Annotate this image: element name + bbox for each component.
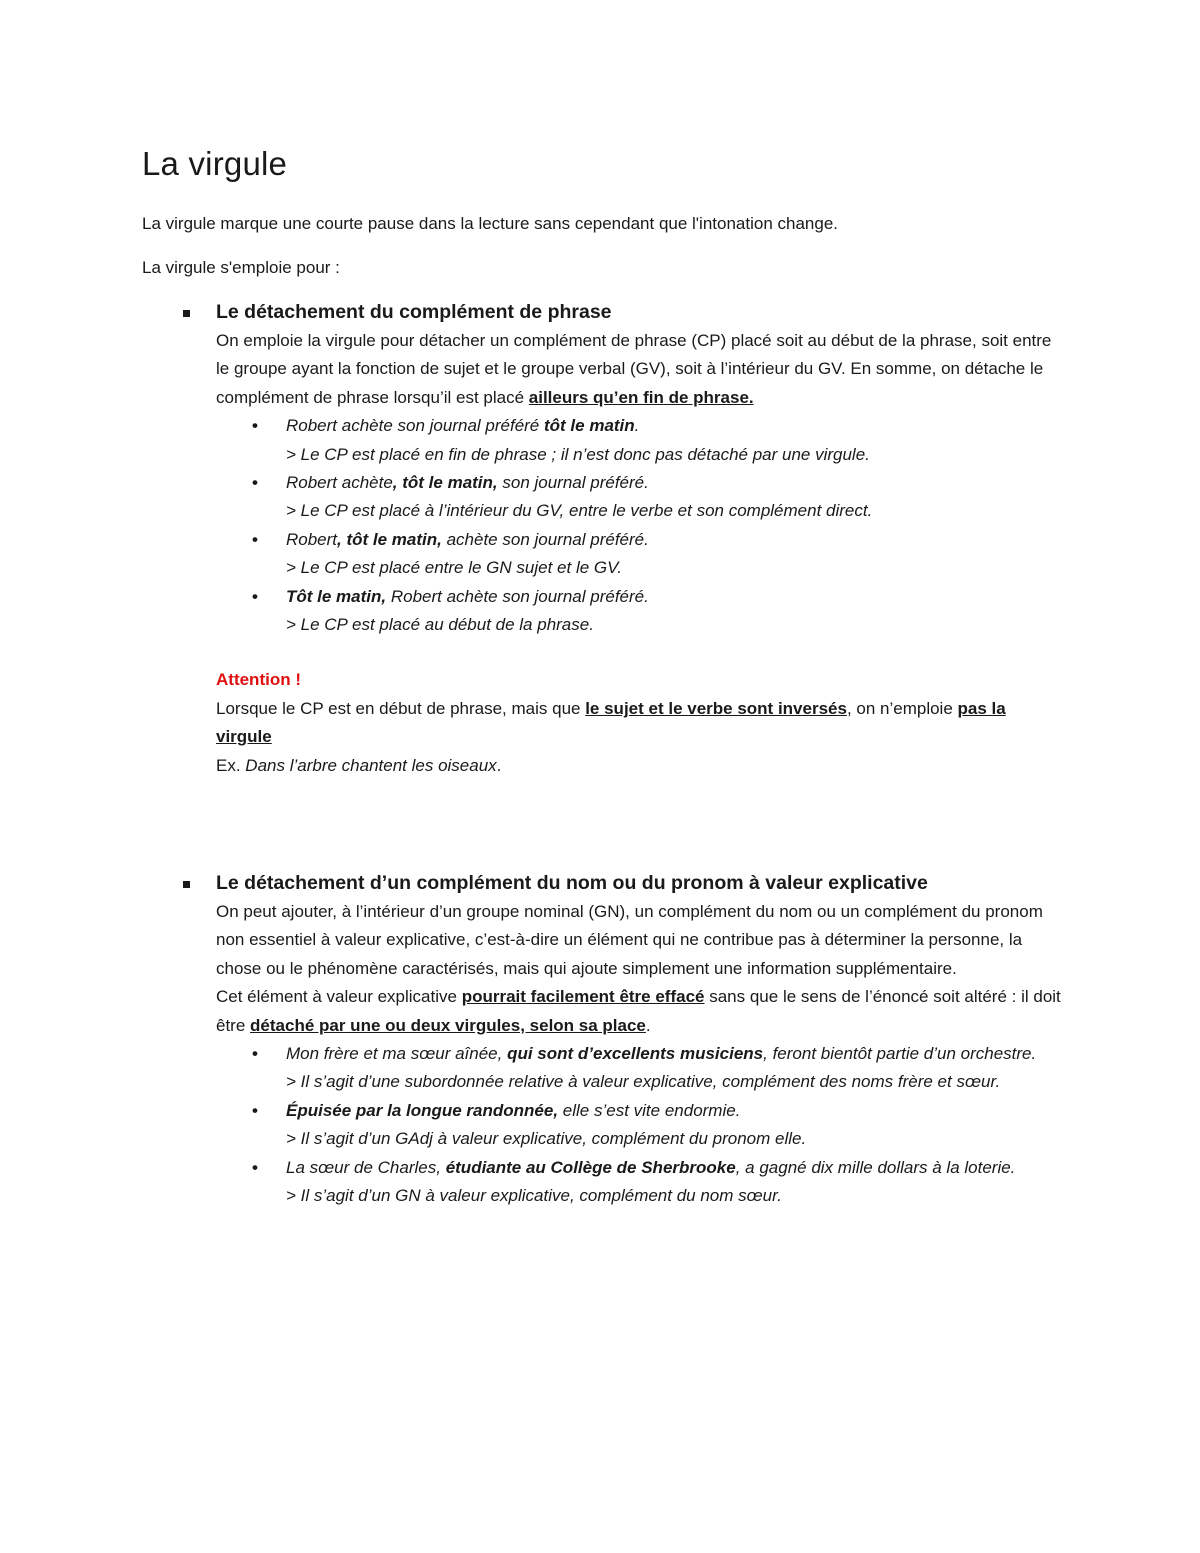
paragraph-text: On emploie la virgule pour détacher un complément de phrase (CP) placé soit au début de la phrase, soit entre le groupe ayant la fonction de sujet et le groupe verbal (GV), soit à l’intérieur du GV. En somme, on détache le complément de phrase lorsqu’il est placé (216, 331, 1052, 407)
section-body (216, 870, 1062, 1210)
paragraph-text: sans que le sens de l’énoncé soit altéré : il doit être (216, 987, 1061, 1035)
example-emphasis: qui sont d’excellents musiciens (507, 1044, 764, 1064)
example-label: Ex. (216, 755, 246, 775)
paragraph-emphasis: détaché par une ou deux virgules, selon sa place (250, 1015, 646, 1035)
section-paragraph: On peut ajouter, à l’intérieur d’un groupe nominal (GN), un complément du nom ou un complément du pronom non essentiel à valeur explicative, c’est-à-dire un élément qui ne contribue pas à déterminer la personne, la chose ou le phénomène caractérisés, mais qui ajoute simplement une information supplémentaire. (216, 902, 1043, 978)
example-note: > Le CP est placé entre le GN sujet et le GV. (286, 558, 622, 578)
list-item (216, 469, 1062, 526)
example-emphasis: tôt le matin (544, 416, 635, 436)
example-emphasis: étudiante au Collège de Sherbrooke (445, 1157, 736, 1177)
example-emphasis: Tôt le matin, (286, 586, 387, 606)
list-item (216, 412, 1062, 469)
page-title: La virgule (142, 145, 288, 182)
example-note: > Le CP est placé en fin de phrase ; il n’est donc pas détaché par une virgule. (286, 444, 870, 464)
example-list (216, 412, 1062, 639)
section-paragraph (216, 327, 1062, 412)
example-emphasis: , tôt le matin, (337, 529, 442, 549)
example-text: achète son journal préféré. (441, 529, 649, 549)
paragraph-text: . (645, 1015, 651, 1035)
square-bullet-icon (183, 881, 190, 888)
paragraph-emphasis: ailleurs qu’en fin de phrase. (528, 387, 754, 407)
list-item (216, 526, 1062, 583)
paragraph-emphasis: pourrait facilement être effacé (461, 987, 705, 1007)
example-text: Robert (286, 529, 338, 549)
attention-text (216, 695, 1062, 752)
example-text: , feront bientôt partie d’un orchestre. (763, 1044, 1037, 1064)
attention-emphasis: le sujet et le verbe sont inversés (585, 698, 847, 718)
example-text: , a gagné dix mille dollars à la loterie. (735, 1157, 1016, 1177)
example-note: > Le CP est placé à l’intérieur du GV, entre le verbe et son complément direct. (286, 501, 873, 521)
example-text: elle s’est vite endormie. (558, 1100, 741, 1120)
attention-emphasis: pas la virgule (216, 698, 1006, 747)
example-text: La sœur de Charles, (286, 1157, 446, 1177)
example-note: > Le CP est placé au début de la phrase. (286, 615, 594, 635)
attention-text-part: , on n’emploie (846, 698, 958, 718)
example-text: son journal préféré. (497, 473, 649, 493)
attention-example (216, 752, 1062, 780)
example-note: > Il s’agit d’un GN à valeur explicative, complément du nom sœur. (286, 1186, 782, 1206)
section-heading: Le détachement d’un complément du nom ou du pronom à valeur explicative (216, 872, 928, 894)
intro-line-1: La virgule marque une courte pause dans la lecture sans cependant que l'intonation change. (142, 214, 839, 233)
intro-line-2: La virgule s'emploie pour : (142, 258, 340, 277)
list-item (216, 1040, 1062, 1097)
example-text: Mon frère et ma sœur aînée, (286, 1044, 508, 1064)
example-text: Robert achète son journal préféré (286, 416, 544, 436)
list-item (216, 1097, 1062, 1154)
example-note: > Il s’agit d’une subordonnée relative à valeur explicative, complément des noms frère et sœur. (286, 1072, 1001, 1092)
list-item (216, 1154, 1062, 1211)
paragraph-text: Cet élément à valeur explicative (216, 987, 462, 1007)
example-text: Robert achète son journal préféré. (386, 586, 649, 606)
example-list (216, 1040, 1062, 1210)
example-note: > Il s’agit d’un GAdj à valeur explicative, complément du pronom elle. (286, 1129, 807, 1149)
example-text: . (634, 416, 640, 436)
section-paragraph-2 (216, 983, 1062, 1040)
example-emphasis: , tôt le matin, (392, 473, 498, 493)
section-body (216, 299, 1062, 780)
square-bullet-icon (183, 310, 190, 317)
list-item (216, 583, 1062, 640)
section-complement-explicatif (142, 870, 1062, 1210)
example-emphasis: Épuisée par la longue randonnée, (286, 1100, 559, 1120)
attention-text-part: Lorsque le CP est en début de phrase, mais que (216, 698, 586, 718)
section-heading: Le détachement du complément de phrase (216, 301, 612, 323)
section-cp (142, 299, 1062, 780)
example-text: Robert achète (286, 473, 393, 493)
attention-label: Attention ! (216, 670, 301, 690)
example-text: Dans l’arbre chantent les oiseaux (245, 755, 497, 775)
example-text: . (496, 755, 502, 775)
